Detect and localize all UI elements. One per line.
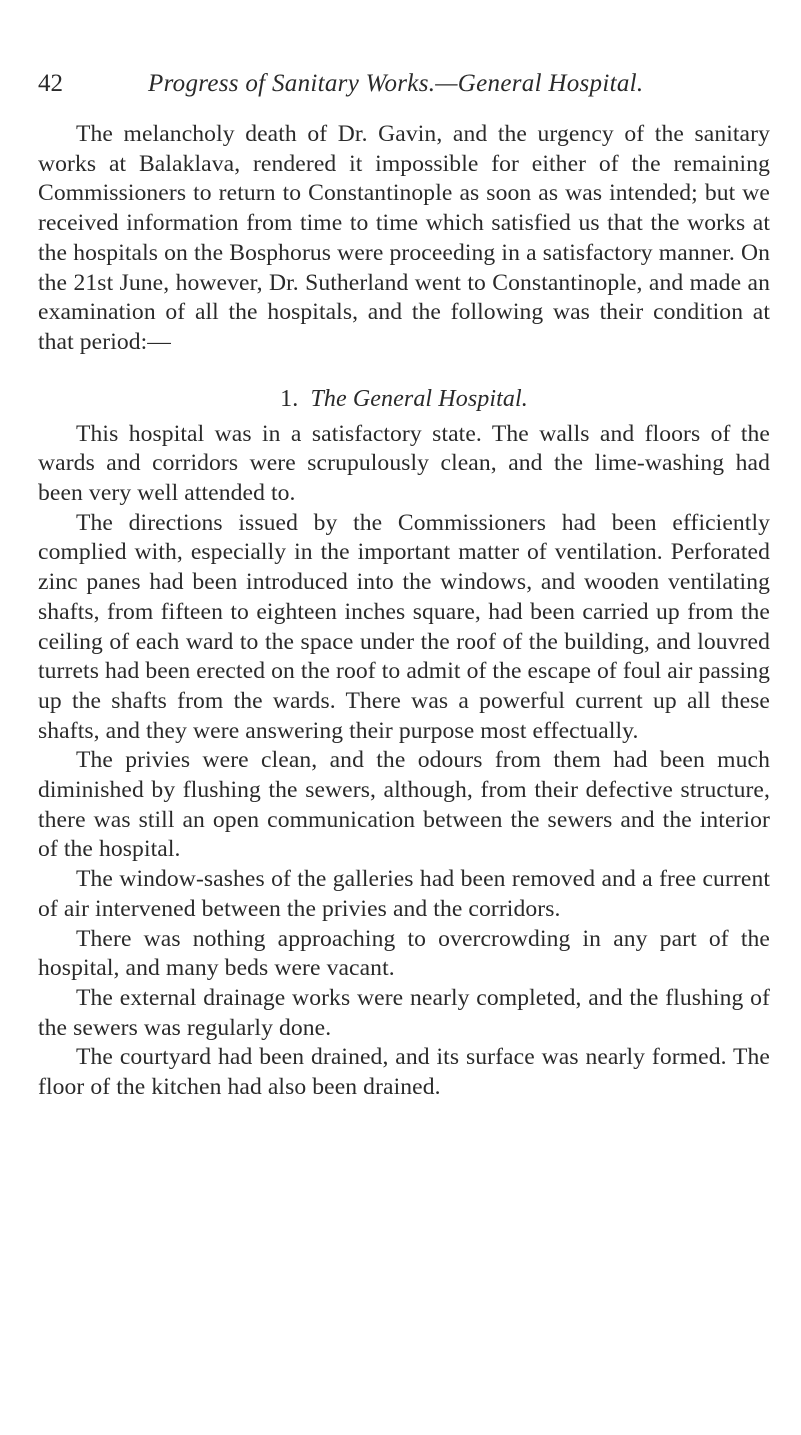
paragraph-privies: The privies were clean, and the odours from them had been much diminished by flushing the sewers, although, from their defective structure, there was still an open communication between the sewers and the interior of the hospital. bbox=[38, 747, 770, 863]
running-title: Progress of Sanitary Works.—General Hospital. bbox=[148, 70, 644, 97]
paragraph-ventilation: The directions issued by the Commissioners had been efficiently complied with, especially in the important matter of ventilation. Perforated zinc panes had been introduced into the windows, and wooden ventilating shafts, from fifteen to eighteen inches square, had been carried up from the ceiling of each ward to the space under the roof of the building, and louvred turrets had been erected on the roof to admit of the escape of foul air passing up the shafts from the wards. There was a powerful current up all these shafts, and they were answering their purpose most effectually. bbox=[38, 509, 770, 744]
section-number: 1. bbox=[280, 385, 299, 412]
section-heading bbox=[38, 384, 770, 414]
book-page bbox=[38, 58, 770, 1103]
paragraph-drainage: The external drainage works were nearly completed, and the flushing of the sewers was regularly done. bbox=[38, 984, 770, 1041]
section-title: The General Hospital. bbox=[310, 385, 528, 412]
paragraph-window-sashes: The window-sashes of the galleries had been removed and a free current of air intervened between the privies and the corridors. bbox=[38, 866, 770, 922]
page-body bbox=[38, 120, 770, 1103]
paragraph-courtyard: The courtyard had been drained, and its surface was nearly formed. The floor of the kitchen had also been drained. bbox=[38, 1044, 770, 1101]
page-number: 42 bbox=[38, 70, 63, 97]
intro-paragraph: The melancholy death of Dr. Gavin, and the urgency of the sanitary works at Balaklava, rendered it impossible for either of the remaining Commissioners to return to Constantinople as soon as was intended; but we received information from time to time which satisfied us that the works at the hospitals on the Bosphorus were proceeding in a satisfactory manner. On the 21st June, however, Dr. Sutherland went to Constantinople, and made an examination of all the hospitals, and the following was their condition at that period:— bbox=[38, 121, 770, 355]
paragraph-hospital-state: This hospital was in a satisfactory state. The walls and floors of the wards and corridors were scrupulously clean, and the lime-washing had been very well attended to. bbox=[38, 420, 770, 507]
paragraph-overcrowding: There was nothing approaching to overcrowding in any part of the hospital, and many beds were vacant. bbox=[38, 925, 770, 982]
running-header bbox=[38, 58, 770, 110]
